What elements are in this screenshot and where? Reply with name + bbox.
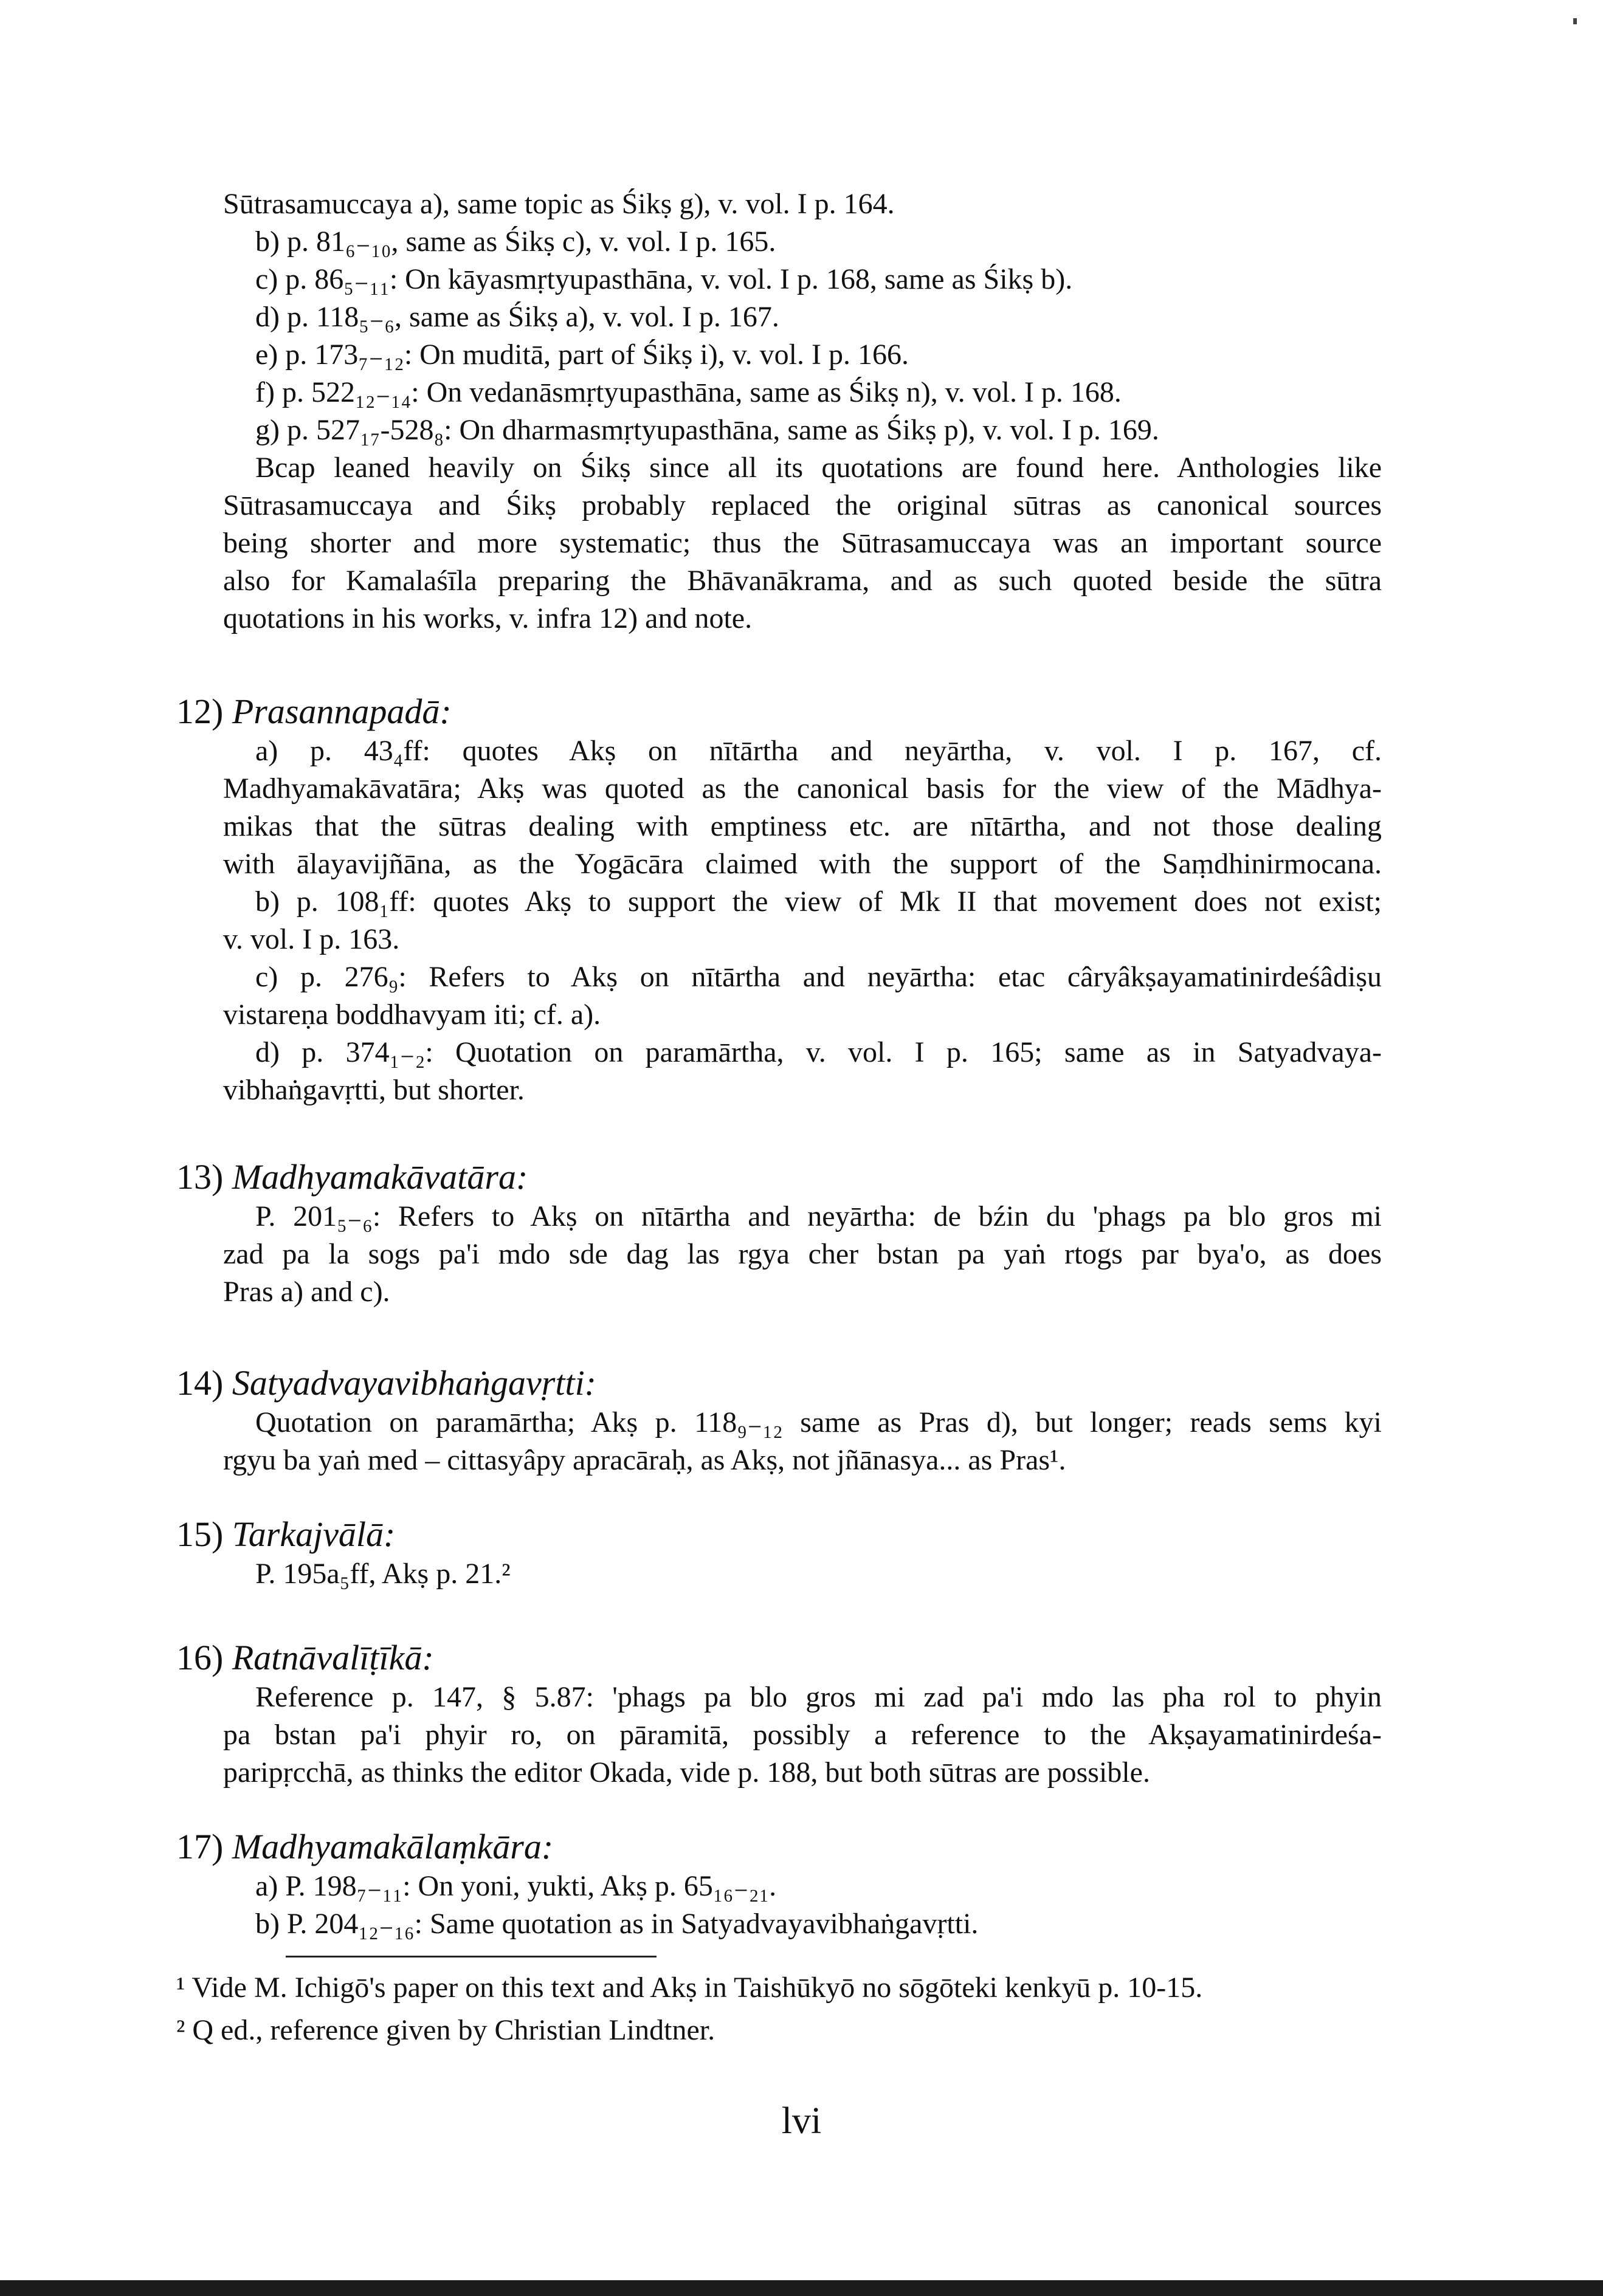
text-line: g) p. 527₁₇-528₈: On dharmasmṛtyupasthāna, same as Śikṣ p), v. vol. I p. 169. xyxy=(255,414,1159,446)
text-line: paripṛcchā, as thinks the editor Okada, vide p. 188, but both sūtras are possible. xyxy=(223,1756,1150,1789)
text-line: b) p. 108₁ff: quotes Akṣ to support the view of Mk II that movement does not exist; xyxy=(255,885,1382,918)
text-line: Sūtrasamuccaya and Śikṣ probably replaced the original sūtras as canonical sources xyxy=(223,489,1382,521)
text-line: d) p. 374₁₋₂: Quotation on paramārtha, v. vol. I p. 165; same as in Satyadvaya- xyxy=(255,1036,1382,1068)
section-17-body xyxy=(223,1868,1382,1943)
section-12-body xyxy=(223,732,1382,1109)
text-line: vistareṇa boddhavyam iti; cf. a). xyxy=(223,998,601,1031)
text-line: d) p. 118₅₋₆, same as Śikṣ a), v. vol. I p. 167. xyxy=(255,301,779,333)
section-heading-15 xyxy=(176,1513,395,1556)
section-heading-12 xyxy=(176,690,452,733)
intro-section xyxy=(223,185,1382,638)
text-line: vibhaṅgavṛtti, but shorter. xyxy=(223,1074,525,1106)
section-15-body xyxy=(223,1555,1382,1593)
text-line: e) p. 173₇₋₁₂: On muditā, part of Śikṣ i), v. vol. I p. 166. xyxy=(255,339,909,371)
text-line: a) P. 198₇₋₁₁: On yoni, yukti, Akṣ p. 65₁₆₋₂₁. xyxy=(255,1870,777,1902)
text-line: also for Kamalaśīla preparing the Bhāvanākrama, and as such quoted beside the sūtra xyxy=(223,565,1382,597)
text-line: Bcap leaned heavily on Śikṣ since all its quotations are found here. Anthologies like xyxy=(255,452,1382,484)
section-16-body xyxy=(223,1679,1382,1792)
text-line: rgyu ba yaṅ med – cittasyâpy apracāraḥ, as Akṣ, not jñānasya... as Pras¹. xyxy=(223,1444,1066,1476)
scan-speck xyxy=(1573,18,1577,24)
text-line: Reference p. 147, § 5.87: 'phags pa blo gros mi zad pa'i mdo las pha rol to phyin xyxy=(255,1681,1382,1713)
text-line: with ālayavijñāna, as the Yogācāra claimed with the support of the Saṃdhinirmocana. xyxy=(223,848,1382,880)
text-line: f) p. 522₁₂₋₁₄: On vedanāsmṛtyupasthāna, same as Śikṣ n), v. vol. I p. 168. xyxy=(255,376,1122,408)
text-line: c) p. 86₅₋₁₁: On kāyasmṛtyupasthāna, v. vol. I p. 168, same as Śikṣ b). xyxy=(255,263,1073,295)
text-line: Madhyamakāvatāra; Akṣ was quoted as the canonical basis for the view of the Mādhya- xyxy=(223,772,1382,805)
text-line: b) p. 81₆₋₁₀, same as Śikṣ c), v. vol. I p. 165. xyxy=(255,225,776,258)
text-line: mikas that the sūtras dealing with emptiness etc. are nītārtha, and not those dealing xyxy=(223,810,1382,842)
footnote-1: ¹ Vide M. Ichigō's paper on this text and Akṣ in Taishūkyō no sōgōteki kenkyū p. 10-15. xyxy=(176,1971,1203,2004)
section-13-body xyxy=(223,1198,1382,1311)
text-line: quotations in his works, v. infra 12) and note. xyxy=(223,602,753,634)
section-heading-13 xyxy=(176,1156,528,1198)
text-line: a) p. 43₄ff: quotes Akṣ on nītārtha and neyārtha, v. vol. I p. 167, cf. xyxy=(255,735,1382,767)
text-line: Pras a) and c). xyxy=(223,1276,390,1308)
text-line: P. 195a₅ff, Akṣ p. 21.² xyxy=(255,1558,511,1590)
text-line: v. vol. I p. 163. xyxy=(223,923,400,955)
page-number: lvi xyxy=(781,2100,822,2142)
section-14-body xyxy=(223,1404,1382,1479)
section-heading-16 xyxy=(176,1637,434,1679)
text-line: zad pa la sogs pa'i mdo sde dag las rgya cher bstan pa yaṅ rtogs par bya'o, as does xyxy=(223,1238,1382,1270)
text-line: P. 201₅₋₆: Refers to Akṣ on nītārtha and neyārtha: de bźin du 'phags pa blo gros mi xyxy=(255,1200,1382,1232)
text-line: c) p. 276₉: Refers to Akṣ on nītārtha and neyārtha: etac câryâkṣayamatinirdeśâdiṣu xyxy=(255,961,1382,993)
section-number: 16) xyxy=(176,1638,224,1677)
section-heading-14 xyxy=(176,1362,596,1404)
section-number: 15) xyxy=(176,1514,224,1554)
section-heading-17 xyxy=(176,1826,553,1868)
section-title: Madhyamakāvatāra: xyxy=(232,1157,528,1197)
section-number: 14) xyxy=(176,1363,224,1403)
footnote-2: ² Q ed., reference given by Christian Lindtner. xyxy=(176,2014,715,2046)
text-line: pa bstan pa'i phyir ro, on pāramitā, possibly a reference to the Akṣayamatinirdeśa- xyxy=(223,1719,1382,1751)
section-number: 13) xyxy=(176,1157,224,1197)
section-title: Prasannapadā: xyxy=(232,692,452,731)
section-title: Ratnāvalīṭīkā: xyxy=(232,1638,434,1677)
scan-bottom-edge xyxy=(0,2280,1603,2296)
section-number: 17) xyxy=(176,1827,224,1866)
footnote-rule xyxy=(286,1956,657,1957)
text-line: being shorter and more systematic; thus the Sūtrasamuccaya was an important source xyxy=(223,527,1382,559)
section-title: Madhyamakālaṃkāra: xyxy=(232,1827,554,1866)
text-line: Quotation on paramārtha; Akṣ p. 118₉₋₁₂ same as Pras d), but longer; reads sems kyi xyxy=(255,1406,1382,1438)
section-number: 12) xyxy=(176,692,224,731)
text-line: Sūtrasamuccaya a), same topic as Śikṣ g), v. vol. I p. 164. xyxy=(223,188,895,220)
text-line: b) P. 204₁₂₋₁₆: Same quotation as in Satyadvayavibhaṅgavṛtti. xyxy=(255,1908,979,1940)
section-title: Tarkajvālā: xyxy=(232,1514,396,1554)
section-title: Satyadvayavibhaṅgavṛtti: xyxy=(232,1363,597,1403)
